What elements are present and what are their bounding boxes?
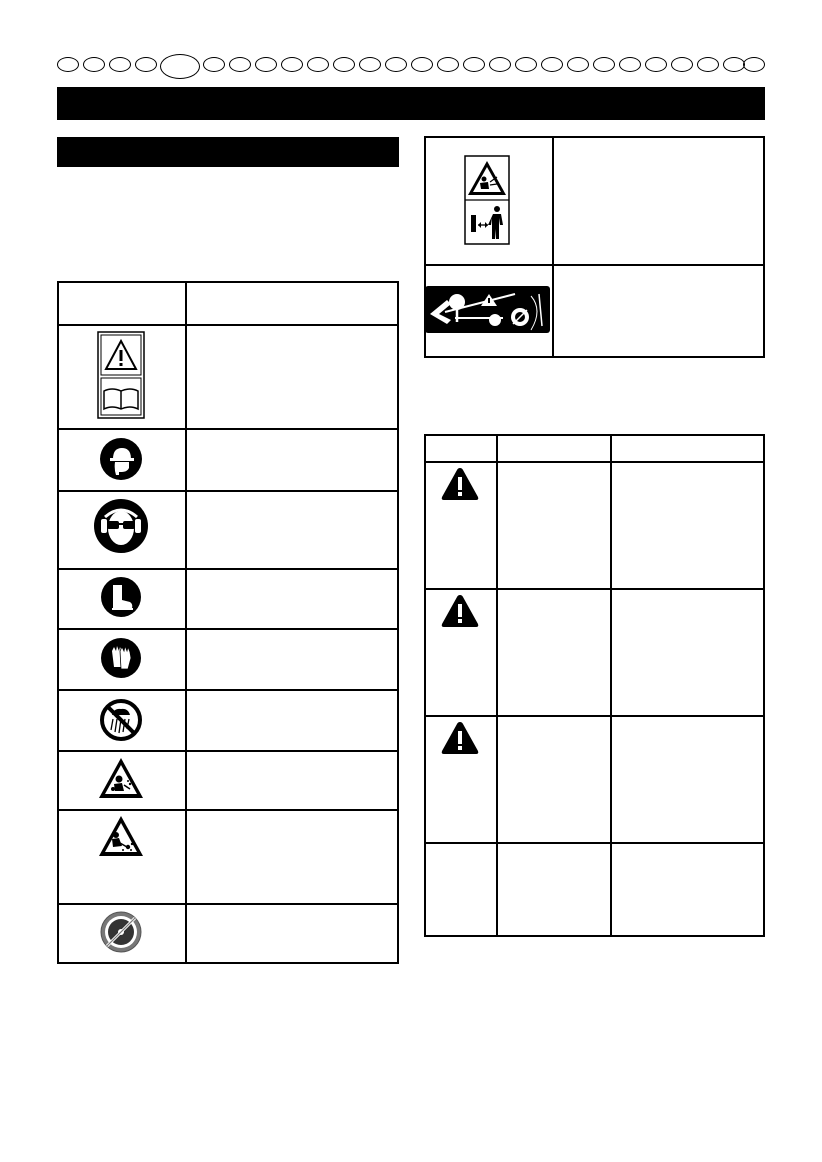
- language-tab[interactable]: [135, 57, 157, 72]
- gloves-icon: [100, 637, 142, 679]
- language-tab[interactable]: [229, 57, 251, 72]
- table-rule: [426, 842, 763, 844]
- language-tab[interactable]: [671, 57, 693, 72]
- no-rain-icon: [99, 698, 143, 742]
- section-header-bar: [57, 137, 399, 167]
- table-rule: [426, 461, 763, 463]
- warning-triangle-icon: [440, 593, 480, 629]
- table-rule: [59, 490, 397, 492]
- language-tab[interactable]: [83, 57, 105, 72]
- table-rule: [59, 750, 397, 752]
- blade-thrust-icon: [425, 286, 550, 333]
- safety-boots-icon: [100, 576, 142, 618]
- language-tab[interactable]: [57, 57, 79, 72]
- eye-ear-protection-icon: [93, 497, 149, 555]
- language-tab[interactable]: [411, 57, 433, 72]
- bystander-distance-icon: [464, 155, 510, 245]
- table-rule: [59, 628, 397, 630]
- symbol-description: [190, 757, 390, 777]
- language-tab[interactable]: [109, 57, 131, 72]
- language-tab[interactable]: [743, 57, 765, 72]
- chapter-header-bar: [57, 87, 765, 120]
- thrown-objects-icon: [97, 755, 145, 801]
- table-rule: [59, 689, 397, 691]
- signal-meaning: [614, 594, 759, 614]
- saw-blade-icon: [99, 910, 143, 954]
- table-rule: [59, 324, 397, 326]
- symbol-description: [190, 696, 390, 716]
- table-rule: [59, 809, 397, 811]
- ricochet-debris-icon: [97, 813, 145, 859]
- language-tab[interactable]: [203, 57, 225, 72]
- table-divider: [610, 436, 612, 935]
- language-tab[interactable]: [281, 57, 303, 72]
- symbol-description: [560, 150, 755, 170]
- hard-hat-icon: [99, 437, 143, 481]
- table-rule: [59, 568, 397, 570]
- table-rule: [59, 903, 397, 905]
- language-tab[interactable]: [359, 57, 381, 72]
- signal-meaning: [614, 848, 759, 868]
- symbol-description: [190, 575, 390, 595]
- table-rule: [59, 428, 397, 430]
- language-tab[interactable]: [515, 57, 537, 72]
- table-divider: [552, 138, 554, 356]
- language-tab[interactable]: [385, 57, 407, 72]
- signal-meaning: [614, 467, 759, 487]
- symbol-description: [190, 910, 390, 930]
- symbol-description: [560, 275, 755, 295]
- language-tab[interactable]: [463, 57, 485, 72]
- language-tab-active[interactable]: [160, 54, 200, 79]
- language-tab[interactable]: [567, 57, 589, 72]
- language-tab[interactable]: [255, 57, 277, 72]
- language-tab[interactable]: [489, 57, 511, 72]
- table-rule: [426, 588, 763, 590]
- language-tab[interactable]: [593, 57, 615, 72]
- table-rule: [426, 715, 763, 717]
- language-tab[interactable]: [723, 57, 745, 72]
- symbol-description: [190, 330, 390, 350]
- language-tab[interactable]: [307, 57, 329, 72]
- language-tab[interactable]: [437, 57, 459, 72]
- language-tab[interactable]: [333, 57, 355, 72]
- signal-word: [500, 467, 604, 487]
- table-divider: [185, 283, 187, 962]
- symbol-description: [190, 435, 390, 455]
- table-divider: [496, 436, 498, 935]
- symbol-description: [190, 635, 390, 655]
- signal-meaning: [614, 721, 759, 741]
- signal-word: [500, 848, 604, 868]
- language-tabs: [57, 54, 765, 80]
- language-tab[interactable]: [697, 57, 719, 72]
- signal-word: [500, 594, 604, 614]
- warning-triangle-icon: [440, 466, 480, 502]
- warning-triangle-icon: [440, 720, 480, 756]
- symbol-description: [190, 497, 390, 517]
- language-tab[interactable]: [619, 57, 641, 72]
- signal-word: [500, 721, 604, 741]
- warning-read-manual-icon: [97, 331, 145, 419]
- language-tab[interactable]: [541, 57, 563, 72]
- symbol-description: [190, 816, 390, 836]
- table-rule: [426, 264, 763, 266]
- language-tab[interactable]: [645, 57, 667, 72]
